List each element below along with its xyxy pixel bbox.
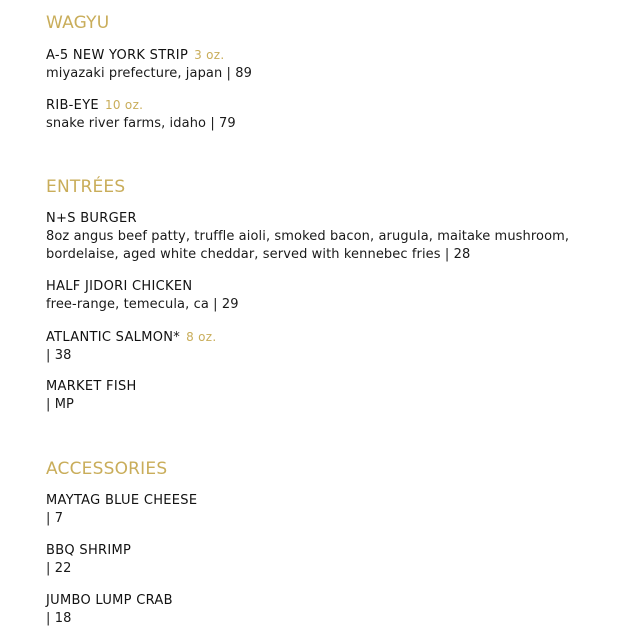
menu-item bbox=[46, 96, 616, 133]
section-title: ACCESSORIES bbox=[46, 459, 168, 479]
item-name: RIB-EYE bbox=[46, 98, 99, 113]
section-entrees bbox=[46, 174, 616, 412]
item-size: 10 oz. bbox=[104, 98, 144, 112]
item-name: N+S BURGER bbox=[46, 211, 137, 226]
item-name: HALF JIDORI CHICKEN bbox=[46, 279, 193, 294]
menu-item bbox=[46, 210, 616, 264]
item-name: JUMBO LUMP CRAB bbox=[46, 593, 173, 608]
item-description: miyazaki prefecture, japan | 89 bbox=[46, 66, 253, 81]
item-name: ATLANTIC SALMON* bbox=[46, 330, 181, 345]
section-accessories bbox=[46, 456, 616, 626]
menu-item bbox=[46, 492, 616, 528]
item-name: MARKET FISH bbox=[46, 379, 137, 394]
menu-item bbox=[46, 542, 616, 578]
menu-item bbox=[46, 328, 616, 365]
item-description: | MP bbox=[46, 397, 74, 412]
section-title: ENTRÉES bbox=[46, 177, 126, 197]
menu-item bbox=[46, 278, 616, 314]
menu-item bbox=[46, 46, 616, 83]
section-title: WAGYU bbox=[46, 13, 110, 33]
item-description: snake river farms, idaho | 79 bbox=[46, 116, 236, 131]
item-description: | 22 bbox=[46, 561, 72, 576]
item-size: 8 oz. bbox=[186, 330, 217, 344]
item-description: 8oz angus beef patty, truffle aioli, smoked bacon, arugula, maitake mushroom, bordelaise, aged white cheddar, served with kennebec fries | 28 bbox=[46, 229, 570, 262]
item-name: A-5 NEW YORK STRIP bbox=[46, 48, 189, 63]
item-name: MAYTAG BLUE CHEESE bbox=[46, 493, 198, 508]
menu-item bbox=[46, 378, 616, 414]
item-name: BBQ SHRIMP bbox=[46, 543, 132, 558]
item-description: | 18 bbox=[46, 611, 72, 626]
item-size: 3 oz. bbox=[194, 48, 225, 62]
item-description: | 7 bbox=[46, 511, 64, 526]
section-wagyu bbox=[46, 10, 253, 131]
item-description: | 38 bbox=[46, 348, 72, 363]
item-description: free-range, temecula, ca | 29 bbox=[46, 297, 239, 312]
menu-item bbox=[46, 592, 616, 628]
